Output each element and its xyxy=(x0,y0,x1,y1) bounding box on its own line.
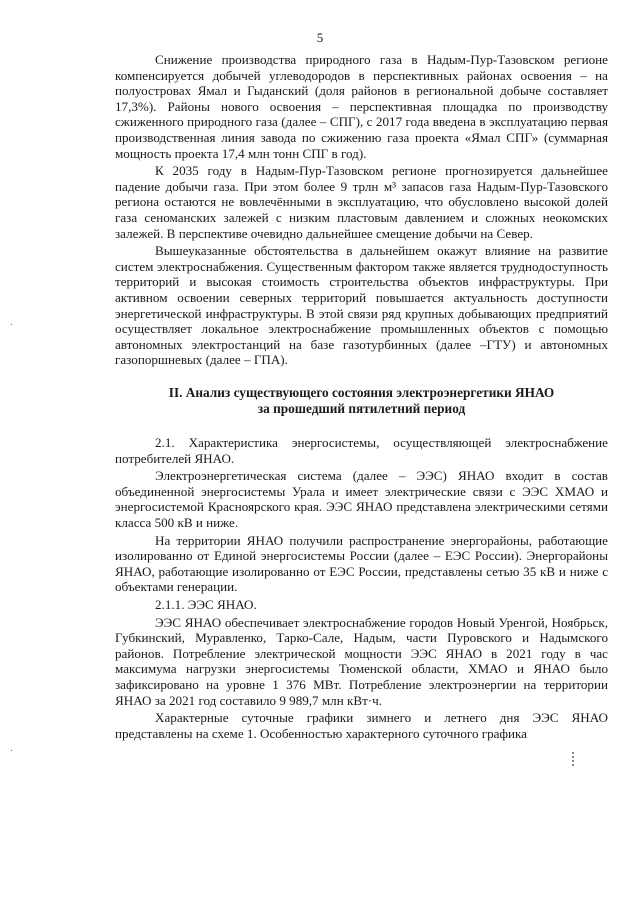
margin-mark: . xyxy=(10,742,13,754)
section-heading-line-2: за прошедший пятилетний период xyxy=(257,401,466,416)
paragraph-2-1-title: 2.1. Характеристика энергосистемы, осуществляющей электроснабжение потребителей ЯНАО. xyxy=(115,435,608,466)
paragraph-gas-production-decline: Снижение производства природного газа в Надым-Пур-Тазовском регионе компенсируется добычей углеводородов в перспективных районах освоения – на полуостровах Ямал и Гыданский (доля районов в региональной добыче составляет 17,3%). Районы нового освоения – перспективная площадка по производству сжиженного природного газа (далее – СПГ), с 2017 года введена в эксплуатацию первая производственная линия завода по сжижению газа проекта «Ямал СПГ» (суммарная мощность проекта 17,4 млн тонн СПГ в год). xyxy=(115,52,608,161)
paragraph-ees-consumption: ЭЭС ЯНАО обеспечивает электроснабжение городов Новый Уренгой, Ноябрьск, Губкинский, Муравленко, Тарко-Сале, Надым, части Пуровского и Надымского районов. Потребление электрической мощности ЭЭС ЯНАО в 2021 году в час максимума нагрузки энергосистемы Тюменской области, ХМАО и ЯНАО было зафиксировано на уровне 1 376 МВт. Потребление электроэнергии на территории ЯНАО за 2021 год составило 9 989,7 млн кВт·ч. xyxy=(115,614,608,708)
margin-scan-mark xyxy=(572,752,576,766)
margin-mark: . xyxy=(10,316,13,328)
paragraph-2-1-1-title: 2.1.1. ЭЭС ЯНАО. xyxy=(155,596,257,612)
section-heading-line-1: II. Анализ существующего состояния электроэнергетики ЯНАО xyxy=(168,385,555,400)
intro-text-block xyxy=(115,52,608,368)
section-heading xyxy=(115,385,608,417)
section-text-block xyxy=(115,435,608,741)
page-number: 5 xyxy=(316,30,324,45)
paragraph-isolated-energy-districts: На территории ЯНАО получили распространение энергорайоны, работающие изолированно от Единой энергосистемы России (далее – ЕЭС России). Энергорайоны ЯНАО, работающие изолированно от ЕЭС России, представлены сетью 35 кВ и ниже с объектами генерации. xyxy=(115,532,608,595)
paragraph-power-supply-impact: Вышеуказанные обстоятельства в дальнейшем окажут влияние на развитие систем электроснабжения. Существенным фактором также является труднодоступность территорий и высокая стоимость строительства объектов инфраструктуры. При активном освоении северных территорий повышается актуальность доступности энергетической инфраструктуры. В этой связи ряд крупных добывающих предприятий осуществляет локальное электроснабжение промышленных объектов с помощью автономных электростанций на базе газотурбинных (далее –ГТУ) и автономных газопоршневых (далее – ГПА). xyxy=(115,243,608,368)
paragraph-ees-composition: Электроэнергетическая система (далее – ЭЭС) ЯНАО входит в состав объединенной энергосистемы Урала и имеет электрические связи с ЭЭС ХМАО и энергосистемой Красноярского края. ЭЭС ЯНАО представлена электрическими сетями класса 500 кВ и ниже. xyxy=(115,468,608,530)
paragraph-daily-load-curves: Характерные суточные графики зимнего и летнего дня ЭЭС ЯНАО представлены на схеме 1. Особенностью характерного суточного графика xyxy=(115,710,608,741)
paragraph-2035-forecast: К 2035 году в Надым-Пур-Тазовском регионе прогнозируется дальнейшее падение добычи газа. При этом более 9 трлн м³ запасов газа Надым-Пур-Тазовского региона остаются не вовлечёнными в эксплуатацию, что обусловлено высокой долей газа сеноманских залежей с низким пластовым давлением и сложных неокомских залежей. В перспективе очевидно дальнейшее смещение добычи на Север. xyxy=(115,163,608,241)
